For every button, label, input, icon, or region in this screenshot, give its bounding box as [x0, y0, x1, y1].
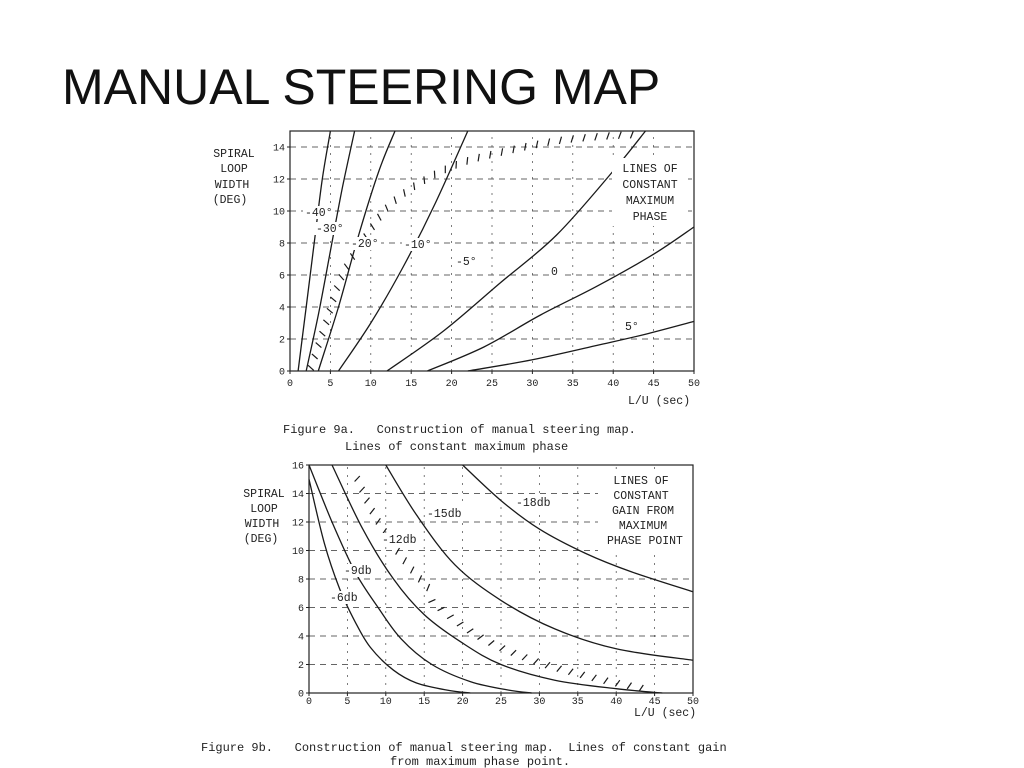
boundary-hatch-mark — [414, 183, 415, 191]
y-tick-label: 2 — [297, 661, 304, 672]
figure-9b-legend-line: MAXIMUM — [618, 520, 668, 533]
curve-label-minus-18db: -18db — [516, 497, 551, 510]
boundary-hatch-mark — [457, 622, 464, 626]
boundary-hatch-mark — [478, 154, 479, 162]
curve-0 — [427, 227, 694, 371]
figure-9b-legend-box — [598, 472, 690, 552]
y-tick-label: 6 — [278, 271, 285, 283]
y-tick-label: 8 — [278, 239, 285, 251]
boundary-hatch-mark — [559, 137, 561, 144]
boundary-hatch-mark — [355, 476, 360, 482]
boundary-hatch-mark — [557, 666, 562, 672]
boundary-hatch-mark — [525, 143, 526, 151]
curve-label-5deg: 5° — [625, 321, 639, 334]
figure-9b-ylabel-line: LOOP — [250, 503, 278, 516]
boundary-hatch-mark — [424, 176, 425, 184]
boundary-hatch-mark — [490, 151, 491, 159]
y-tick-label: 2 — [278, 335, 285, 347]
figure-9b-caption-line-1: Figure 9b. Construction of manual steering map. Lines of constant gain — [201, 741, 727, 755]
boundary-hatch-mark — [595, 133, 598, 140]
boundary-hatch-mark — [545, 662, 550, 668]
figure-9a-legend-line: MAXIMUM — [625, 195, 675, 208]
figure-9b-caption-line-2: from maximum phase point. — [390, 755, 571, 768]
figure-9a-legend-box — [612, 158, 688, 226]
boundary-hatch-mark — [522, 655, 527, 661]
figure-9a-caption-line-1: Figure 9a. Construction of manual steering map. — [283, 423, 636, 437]
boundary-hatch-mark — [320, 331, 326, 336]
figure-9a-ylabel-line: (DEG) — [212, 194, 248, 207]
boundary-hatch-mark — [434, 171, 435, 179]
boundary-hatch-mark — [376, 518, 381, 524]
y-tick-label: 12 — [291, 518, 304, 530]
x-tick-label: 30 — [526, 379, 539, 390]
boundary-hatch-mark — [630, 131, 633, 138]
x-tick-label: 35 — [571, 697, 584, 708]
boundary-hatch-mark — [312, 354, 318, 359]
boundary-hatch-mark — [607, 132, 610, 139]
boundary-hatch-mark — [583, 134, 585, 141]
boundary-hatch-mark — [308, 365, 314, 370]
x-tick-label: 40 — [607, 379, 620, 390]
y-tick-label: 12 — [272, 175, 285, 187]
figure-9a-ylabel-line: LOOP — [220, 163, 248, 176]
boundary-hatch-mark — [639, 685, 643, 691]
y-tick-label: 6 — [297, 604, 304, 615]
figure-9a-xlabel: L/U (sec) — [628, 395, 691, 408]
x-tick-label: 25 — [485, 379, 499, 390]
boundary-hatch-mark — [323, 320, 329, 325]
boundary-hatch-mark — [511, 650, 516, 655]
x-tick-label: 45 — [647, 379, 660, 390]
boundary-hatch-mark — [604, 678, 608, 684]
boundary-hatch-mark — [592, 675, 597, 681]
curve-label-minus-5deg: -5° — [456, 256, 477, 269]
figure-9b-xlabel: L/U (sec) — [634, 707, 697, 720]
x-tick-label: 30 — [533, 697, 546, 708]
x-tick-label: 45 — [648, 697, 661, 708]
boundary-hatch-mark — [316, 343, 322, 348]
boundary-hatch-mark — [447, 615, 454, 619]
y-tick-label: 16 — [291, 461, 304, 473]
curve-label-minus-6db: -6db — [330, 592, 358, 605]
slide-title: MANUAL STEERING MAP — [62, 59, 661, 115]
y-tick-label: 4 — [278, 303, 285, 315]
boundary-hatch-mark — [619, 132, 622, 139]
boundary-hatch-mark — [344, 264, 349, 270]
curve-label-minus-20deg: -20° — [351, 238, 379, 251]
boundary-hatch-mark — [534, 659, 539, 665]
boundary-hatch-mark — [548, 139, 550, 146]
curve-label-minus-9db: -9db — [344, 565, 372, 578]
x-tick-label: 15 — [405, 379, 418, 390]
curve-label-minus-12db: -12db — [382, 534, 417, 547]
y-tick-label: 4 — [297, 632, 304, 644]
boundary-hatch-mark — [334, 286, 340, 291]
boundary-hatch-mark — [359, 487, 364, 493]
figure-9b-ylabel-line: WIDTH — [244, 518, 280, 531]
boundary-hatch-mark — [500, 646, 506, 651]
boundary-hatch-mark — [627, 683, 631, 689]
boundary-guide — [306, 131, 645, 371]
figure-9a-caption-line-2: Lines of constant maximum phase — [345, 440, 569, 454]
curve-label-minus-10deg: -10° — [404, 239, 432, 252]
boundary-hatch-mark — [396, 548, 400, 555]
figure-9b-legend-line: LINES OF — [613, 475, 669, 488]
figure-9b-ylabel-line: SPIRAL — [243, 488, 285, 501]
figure-9a-ylabel-line: WIDTH — [214, 179, 250, 192]
boundary-hatch-mark — [394, 197, 396, 204]
curve-label-minus-30deg: -30° — [316, 223, 344, 236]
x-tick-label: 5 — [327, 379, 334, 390]
boundary-hatch-mark — [370, 508, 375, 514]
figure-9a-legend-line: LINES OF — [622, 163, 678, 176]
boundary-hatch-mark — [467, 157, 468, 165]
x-tick-label: 25 — [494, 697, 508, 708]
boundary-hatch-mark — [580, 672, 585, 678]
curve-label-minus-15db: -15db — [427, 508, 462, 521]
y-tick-label: 14 — [291, 490, 304, 501]
boundary-hatch-mark — [385, 205, 388, 212]
y-tick-label: 14 — [272, 143, 285, 155]
y-tick-label: 0 — [278, 367, 285, 379]
x-tick-label: 40 — [610, 697, 623, 708]
x-tick-label: 10 — [364, 379, 377, 390]
boundary-hatch-mark — [411, 567, 414, 574]
boundary-hatch-mark — [365, 498, 370, 504]
figure-9a-legend-line: PHASE — [632, 211, 668, 224]
x-tick-label: 10 — [379, 697, 392, 708]
boundary-hatch-mark — [330, 297, 336, 302]
x-tick-label: 50 — [686, 697, 700, 708]
boundary-hatch-mark — [488, 641, 494, 646]
x-tick-label: 35 — [566, 379, 579, 390]
curve-5deg — [468, 321, 694, 371]
x-tick-label: 50 — [687, 379, 701, 390]
boundary-hatch-mark — [478, 635, 484, 640]
figure-9a-ylabel-line: SPIRAL — [213, 148, 255, 161]
boundary-hatch-mark — [403, 557, 407, 564]
boundary-hatch-mark — [327, 308, 333, 313]
curve-label-minus-40deg: -40° — [305, 207, 333, 220]
y-tick-label: 0 — [297, 689, 304, 701]
figure-9b-ylabel-line: (DEG) — [243, 533, 279, 546]
y-tick-label: 10 — [291, 547, 304, 558]
figure-9b-chart — [201, 462, 727, 768]
boundary-hatch-mark — [428, 599, 435, 602]
boundary-hatch-mark — [501, 148, 502, 156]
boundary-hatch-mark — [378, 214, 382, 221]
x-tick-label: 5 — [344, 697, 351, 708]
figure-9b-legend-line: PHASE POINT — [607, 535, 683, 548]
y-tick-label: 8 — [297, 575, 304, 587]
x-tick-label: 20 — [456, 697, 469, 708]
boundary-hatch-mark — [427, 584, 430, 591]
curve-label-0: 0 — [551, 266, 558, 279]
figure-9b-legend-line: GAIN FROM — [611, 505, 675, 518]
boundary-hatch-mark — [467, 629, 473, 633]
x-tick-label: 20 — [445, 379, 458, 390]
figure-9a-legend-line: CONSTANT — [622, 179, 678, 192]
x-tick-label: 0 — [286, 379, 294, 390]
y-tick-label: 10 — [272, 207, 285, 219]
boundary-hatch-mark — [568, 669, 573, 675]
boundary-hatch-mark — [339, 274, 344, 280]
boundary-hatch-mark — [404, 189, 406, 196]
figure-9b-legend-line: CONSTANT — [613, 490, 669, 503]
x-tick-label: 0 — [305, 697, 313, 708]
x-tick-label: 15 — [418, 697, 431, 708]
figure-9a-chart — [213, 131, 700, 454]
